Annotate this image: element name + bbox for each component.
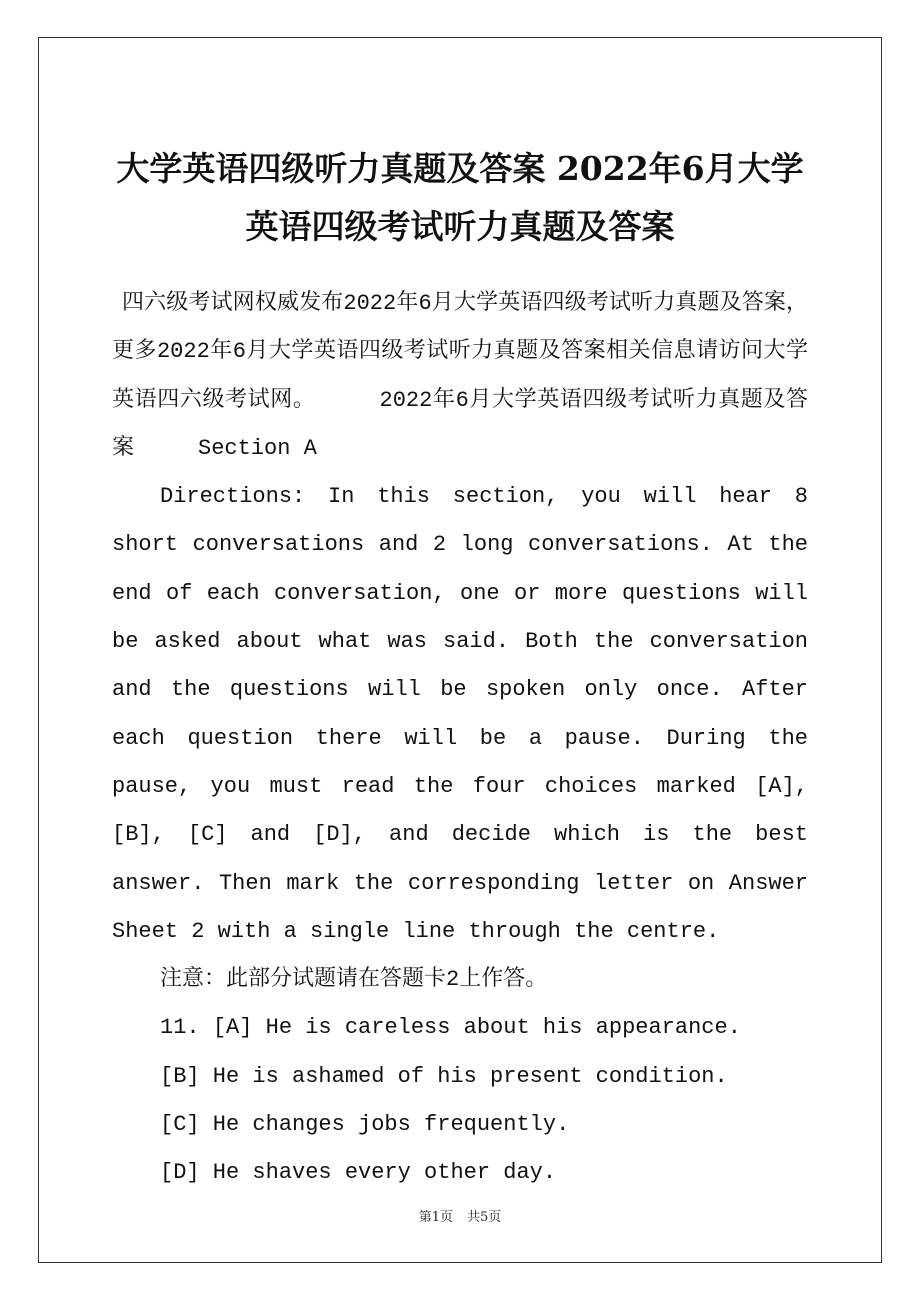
option-d: [D] He shaves every other day.: [160, 1160, 557, 1186]
page-current: 第1页: [418, 1210, 453, 1225]
question-number: 11.: [160, 1015, 200, 1041]
page-total: 共5页: [467, 1210, 502, 1225]
question-first-line: [112, 1004, 808, 1052]
intro-paragraph: [112, 280, 808, 473]
directions-paragraph: Directions: In this section, you will hear 8 short conversations and 2 long conversations. At the end of each conversation, one or more questions will be asked about what was said. Both the conversation and the questions will be spoken only once. After each question there will be a pause. During the pause, you must read the four choices marked [A], [B], [C] and [D], and decide which is the best answer. Then mark the corresponding letter on Answer Sheet 2 with a single line through the centre.: [112, 484, 808, 944]
section-label: Section A: [198, 435, 317, 461]
option-a: [A] He is careless about his appearance.: [212, 1015, 741, 1041]
option-c: [C] He changes jobs frequently.: [160, 1112, 570, 1138]
intro-text: 四六级考试网权威发布2022年6月大学英语四级考试听力真题及答案，更多2022年6月大学英语四级考试听力真题及答案相关信息请访问大学英语四六级考试网。: [112, 291, 808, 413]
document-body: [112, 280, 808, 1198]
page-footer: [0, 1206, 920, 1225]
option-b: [B] He is ashamed of his present condition.: [160, 1063, 728, 1089]
note-paragraph: 注意：此部分试题请在答题卡2上作答。: [160, 967, 548, 993]
document-title: 大学英语四级听力真题及答案 2022年6月大学英语四级考试听力真题及答案: [116, 149, 804, 246]
intro-heading: 2022年6月大学英语四级考试听力真题及答案: [112, 387, 808, 461]
